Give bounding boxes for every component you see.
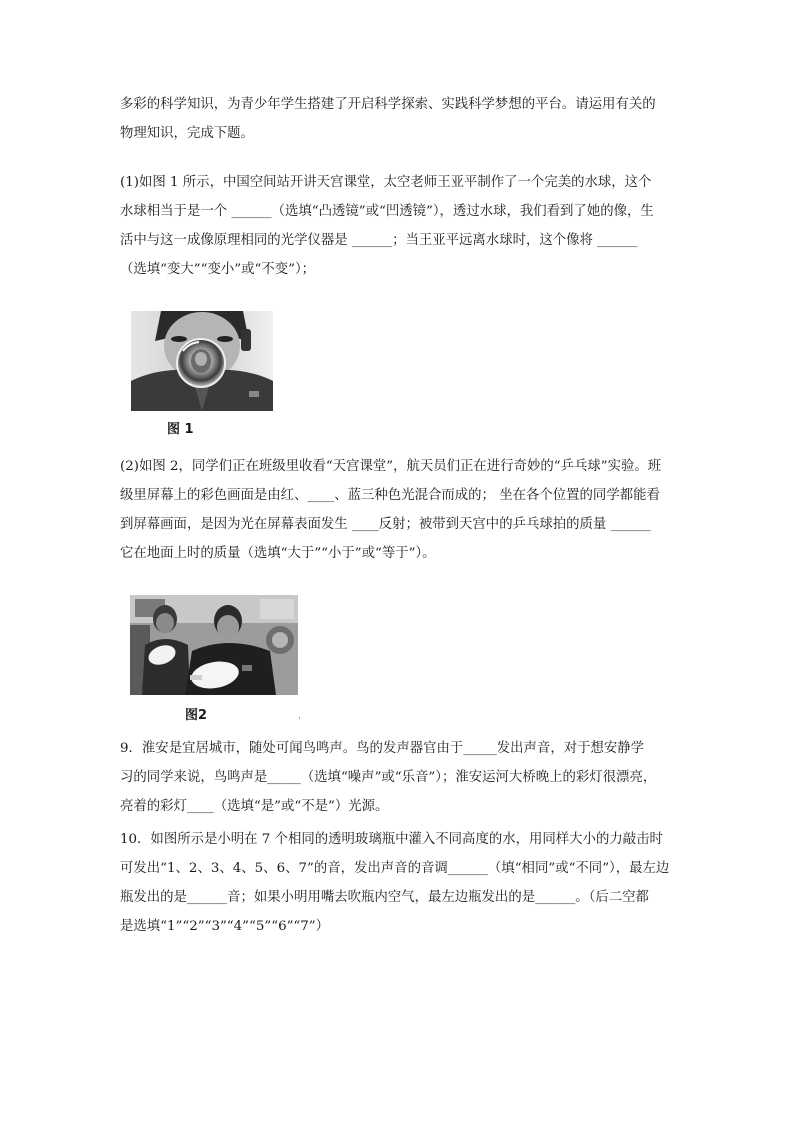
text-line: 物理知识，完成下题。	[120, 126, 254, 141]
text-line: 瓶发出的是______音；如果小明用嘴去吹瓶内空气，最左边瓶发出的是______。（后二空都	[120, 890, 649, 905]
text-line: (2)如图 2，同学们正在班级里收看“天宫课堂”，航天员们正在进行奇妙的“乒乓球”实验。班	[120, 459, 662, 474]
question-10	[120, 825, 680, 941]
text-line: 活中与这一成像原理相同的光学仪器是 ______；当王亚平远离水球时，这个像将 ______	[120, 233, 638, 248]
text-line: 到屏幕画面，是因为光在屏幕表面发生 ____反射；被带到天宫中的乒乓球拍的质量 ______	[120, 517, 651, 532]
text-line: 亮着的彩灯____（选填“是”或“不是”）光源。	[120, 799, 389, 814]
text-line: 级里屏幕上的彩色画面是由红、____、蓝三种色光混合而成的； 坐在各个位置的同学都能看	[120, 488, 660, 503]
figure-1-photo	[131, 311, 273, 411]
text-line: (1)如图 1 所示，中国空间站开讲天宫课堂，太空老师王亚平制作了一个完美的水球，这个	[120, 175, 652, 190]
astronauts-photo-icon	[130, 595, 298, 695]
text-line: 10．如图所示是小明在 7 个相同的透明玻璃瓶中灌入不同高度的水，用同样大小的力敲击时	[120, 832, 663, 847]
question-9	[120, 734, 680, 821]
text-line: 是选填“1”“2”“3”“4”“5”“6”“7”）	[120, 919, 330, 934]
text-line: 习的同学来说，鸟鸣声是_____（选填“噪声”或“乐音”）；淮安运河大桥晚上的彩灯很漂亮，	[120, 770, 657, 785]
question-8-part-2	[120, 452, 680, 568]
text-line: 多彩的科学知识，为青少年学生搭建了开启科学探索、实践科学梦想的平台。请运用有关的	[120, 97, 656, 112]
figure-2-photo	[130, 595, 298, 695]
text-line: 9．淮安是宜居城市，随处可闻鸟鸣声。鸟的发声器官由于_____发出声音，对于想安静学	[120, 741, 645, 756]
question-8-part-1	[120, 168, 680, 284]
figure-2-caption: 图2	[185, 708, 208, 723]
water-ball-photo-icon	[131, 311, 273, 411]
text-line: 可发出“1、2、3、4、5、6、7”的音，发出声音的音调______（填“相同”或“不同”），最左边	[120, 861, 670, 876]
text-line: 它在地面上时的质量（选填“大于”“小于”或“等于”）。	[120, 546, 436, 561]
text-line: （选填“变大”“变小”或“不变”）；	[120, 262, 316, 277]
intro-paragraph	[120, 90, 680, 148]
figure-1-caption: 图 1	[167, 422, 194, 437]
stray-mark: ˌ	[298, 711, 301, 721]
text-line: 水球相当于是一个 ______（选填“凸透镜”或“凹透镜”），透过水球，我们看到了她的像，生	[120, 204, 654, 219]
